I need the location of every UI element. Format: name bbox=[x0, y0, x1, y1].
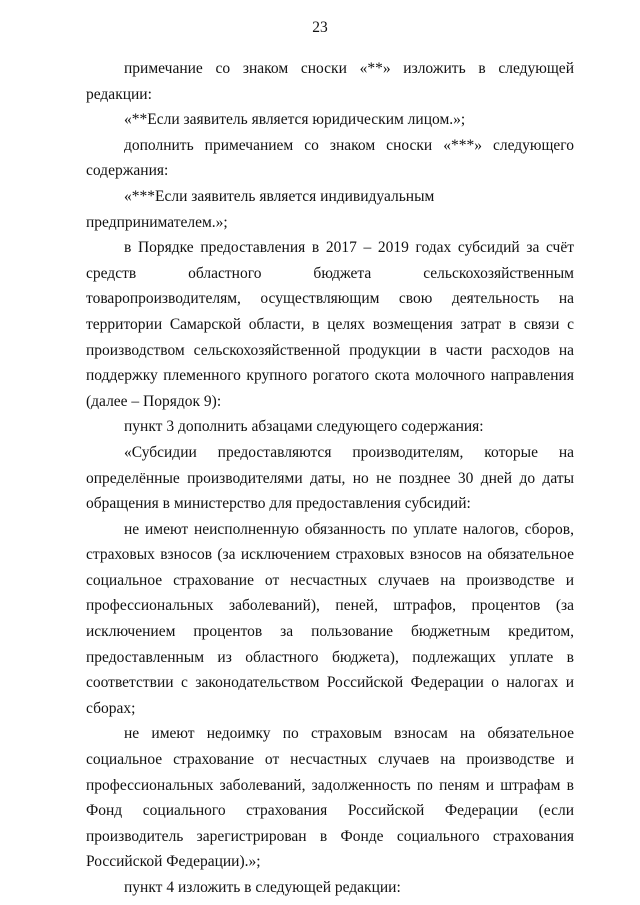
paragraph-1: примечание со знаком сноски «**» изложить в следующей редакции: bbox=[86, 60, 574, 103]
paragraph-6: пункт 3 дополнить абзацами следующего содержания: bbox=[124, 418, 484, 436]
paragraph-4: «***Если заявитель является индивидуальным предпринимателем.»; bbox=[86, 187, 435, 231]
paragraph-2: «**Если заявитель является юридическим лицом.»; bbox=[124, 111, 466, 129]
paragraph-3: дополнить примечанием со знаком сноски «***» следующего содержания: bbox=[86, 136, 574, 180]
paragraph-5: в Порядке предоставления в 2017 – 2019 годах субсидий за счёт средств областного бюджета сельскохозяйственным товаропроизводителям, осуществляющим свою деятельность на территории Самарской области, в целях возмещения затрат в связи с производством сельскохозяйственной продукции в части расходов на поддержку племенного крупного рогатого скота молочного направления (далее – Порядок 9): bbox=[86, 239, 574, 410]
page-number: 23 bbox=[312, 19, 328, 36]
document-body bbox=[86, 56, 574, 901]
paragraph-10: пункт 4 изложить в следующей редакции: bbox=[124, 879, 401, 896]
paragraph-7: «Субсидии предоставляются производителям, которые на определённые производителями даты, но не позднее 30 дней до даты обращения в министерство для предоставления субсидий: bbox=[86, 443, 574, 513]
paragraph-9: не имеют недоимку по страховым взносам на обязательное социальное страхование от несчастных случаев на производстве и профессиональных заболеваний, задолженность по пеням и штрафам в Фонд социального страхования Российской Федерации (если производитель зарегистрирован в Фонде социального страхования Российской Федерации).»; bbox=[86, 725, 574, 871]
paragraph-8: не имеют неисполненную обязанность по уплате налогов, сборов, страховых взносов (за исключением страховых взносов на обязательное социальное страхование от несчастных случаев на производстве и профессиональных заболеваний), пеней, штрафов, процентов (за исключением процентов за пользование бюджетным кредитом, предоставленным из областного бюджета), подлежащих уплате в соответствии с законодательством Российской Федерации о налогах и сборах; bbox=[86, 520, 574, 717]
